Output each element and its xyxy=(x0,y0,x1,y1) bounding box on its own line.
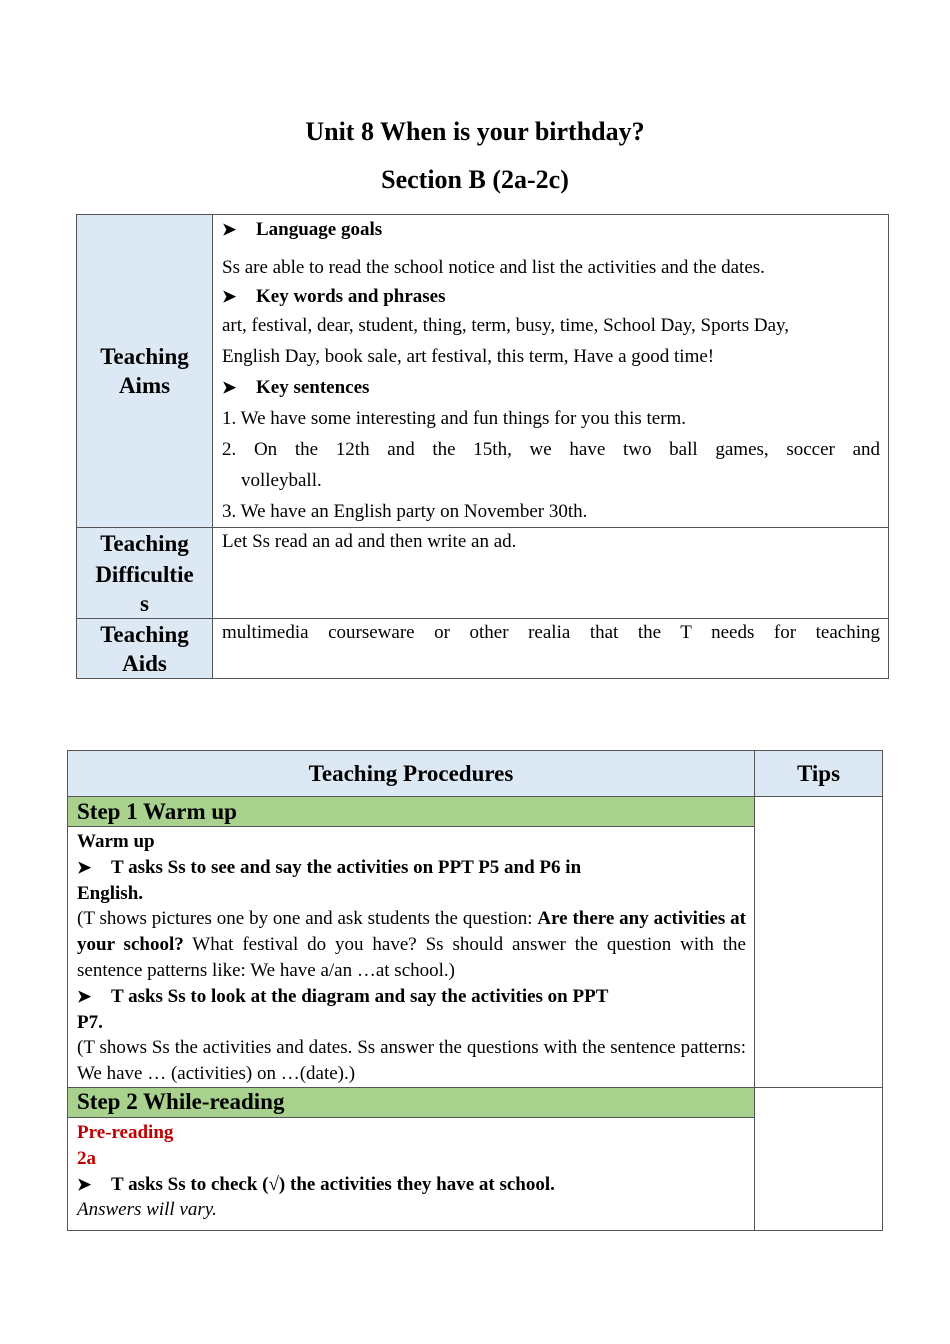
teaching-procedures-header: Teaching Procedures xyxy=(68,751,755,797)
arrow-bullet-icon: ➤ xyxy=(222,378,237,397)
key-words-line-1: art, festival, dear, student, thing, term, busy, time, School Day, Sports Day, xyxy=(222,315,790,336)
step1-bullet-1-cont: English. xyxy=(77,882,144,904)
teaching-aims-content xyxy=(213,215,889,528)
teaching-aims-label: Teaching Aims xyxy=(77,215,213,528)
key-words-heading: ➤ Key words and phrases xyxy=(222,283,880,311)
teaching-aids-row xyxy=(77,619,889,679)
document-title: Unit 8 When is your birthday? xyxy=(305,117,645,146)
step1-bullet-2: ➤ T asks Ss to look at the diagram and say the activities on PPT xyxy=(77,984,746,1010)
key-words-line-2: English Day, book sale, art festival, this term, Have a good time! xyxy=(222,346,715,367)
key-sentences-heading: ➤ Key sentences xyxy=(222,372,880,403)
key-sentence-2-line-2: volleyball. xyxy=(241,470,322,491)
step1-paragraph-2: (T shows Ss the activities and dates. Ss answer the questions with the sentence patterns: We have … (activities) on …(date).) xyxy=(77,1037,746,1085)
teaching-difficulties-label: Teaching Difficultie s xyxy=(77,528,213,619)
step2-body xyxy=(68,1117,755,1230)
arrow-bullet-icon: ➤ xyxy=(77,857,92,877)
section-2a-label: 2a xyxy=(77,1147,96,1169)
arrow-bullet-icon: ➤ xyxy=(222,287,237,306)
step1-bullet-2-cont: P7. xyxy=(77,1011,103,1033)
step2-tips-cell xyxy=(755,1087,883,1230)
lesson-plan-table xyxy=(76,214,889,679)
teaching-aids-content: multimedia courseware or other realia that the T needs for teaching xyxy=(213,619,889,679)
tips-header: Tips xyxy=(755,751,883,797)
key-sentence-3: 3. We have an English party on November 30th. xyxy=(222,501,588,522)
step2-title-row xyxy=(68,1087,883,1117)
language-goals-text: Ss are able to read the school notice and list the activities and the dates. xyxy=(222,257,765,278)
step1-body xyxy=(68,827,755,1088)
step2-bullet-1: ➤ T asks Ss to check (√) the activities they have at school. xyxy=(77,1172,746,1198)
step1-paragraph-1: (T shows pictures one by one and ask students the question: Are there any activities at your school? What festival do you have? Ss should answer the question with the sentence patterns like: We have a/an …at school.) xyxy=(77,908,746,981)
answers-note: Answers will vary. xyxy=(77,1199,217,1221)
step2-title: Step 2 While-reading xyxy=(68,1087,755,1117)
document-subtitle: Section B (2a-2c) xyxy=(381,165,569,194)
step1-tips-cell xyxy=(755,797,883,1088)
key-sentence-1: 1. We have some interesting and fun things for you this term. xyxy=(222,408,687,429)
warm-up-subheading: Warm up xyxy=(77,831,155,852)
teaching-difficulties-content: Let Ss read an ad and then write an ad. xyxy=(213,528,889,619)
arrow-bullet-icon: ➤ xyxy=(77,1174,92,1194)
pre-reading-label: Pre-reading xyxy=(77,1121,174,1143)
arrow-bullet-icon: ➤ xyxy=(222,220,237,239)
teaching-aims-row xyxy=(77,215,889,528)
step1-title: Step 1 Warm up xyxy=(68,797,755,827)
teaching-aids-label: Teaching Aids xyxy=(77,619,213,679)
arrow-bullet-icon: ➤ xyxy=(77,986,92,1006)
step1-bullet-1: ➤ T asks Ss to see and say the activities on PPT P5 and P6 in xyxy=(77,855,746,881)
procedures-header-row xyxy=(68,751,883,797)
step1-title-row xyxy=(68,797,883,827)
teaching-difficulties-row xyxy=(77,528,889,619)
language-goals-heading: ➤ Language goals xyxy=(222,216,880,244)
procedures-table xyxy=(67,750,883,1231)
key-sentence-2-line-1: 2. On the 12th and the 15th, we have two ball games, soccer and xyxy=(222,439,880,460)
